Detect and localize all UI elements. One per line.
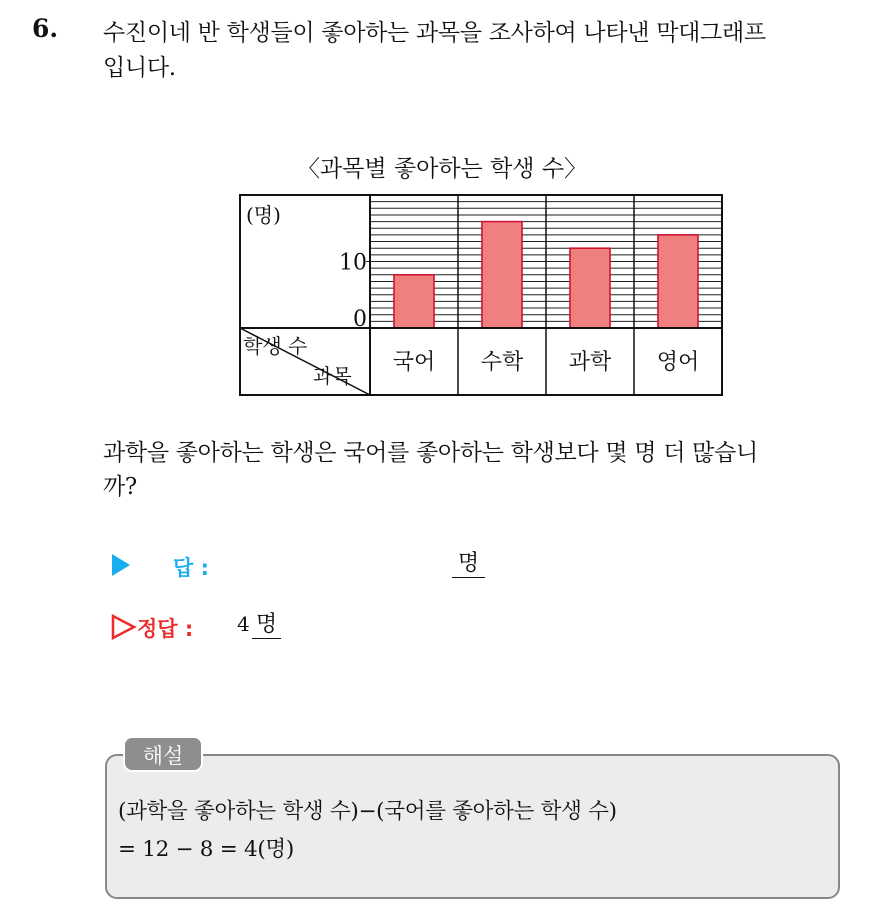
category-label-2: 수학 — [480, 350, 524, 375]
explanation-box — [105, 754, 840, 899]
bar-1 — [394, 275, 434, 328]
question-text-line1: 수진이네 반 학생들이 좋아하는 과목을 조사하여 나타낸 막대그래프 — [103, 20, 766, 46]
explanation-line1: (과학을 좋아하는 학생 수)−(국어를 좋아하는 학생 수) — [118, 799, 617, 824]
chart-title: 〈과목별 좋아하는 학생 수〉 — [296, 156, 588, 182]
explanation-tab: 해설 — [123, 736, 203, 772]
category-label-1: 국어 — [392, 350, 436, 375]
corner-label-subjects: 과목 — [313, 364, 352, 388]
y-axis-label: (명) — [246, 203, 281, 227]
answer-unit: 명 — [452, 550, 485, 578]
category-label-4: 영어 — [656, 350, 700, 375]
bar-2 — [482, 222, 522, 328]
y-tick-label-0: 0 — [353, 307, 367, 332]
answer-label: 답 : — [173, 556, 209, 580]
correct-arrow-icon — [111, 614, 137, 640]
explanation-line2: = 12 − 8 = 4(명) — [118, 837, 294, 862]
bar-4 — [658, 235, 698, 328]
question-text-line2: 입니다. — [103, 55, 176, 81]
question-ask-line2: 까? — [103, 474, 137, 500]
correct-answer-unit: 명 — [252, 611, 281, 639]
question-ask-line1: 과학을 좋아하는 학생은 국어를 좋아하는 학생보다 몇 명 더 많습니 — [103, 440, 758, 466]
answer-arrow-icon — [112, 554, 130, 576]
correct-answer-value: 4 — [237, 612, 250, 636]
bar-3 — [570, 248, 610, 328]
y-tick-label-10: 10 — [339, 250, 367, 276]
correct-answer-label: 정답 : — [137, 617, 194, 641]
question-number: 6. — [32, 14, 59, 43]
category-label-3: 과학 — [568, 350, 612, 375]
corner-label-students: 학생 수 — [243, 334, 308, 358]
